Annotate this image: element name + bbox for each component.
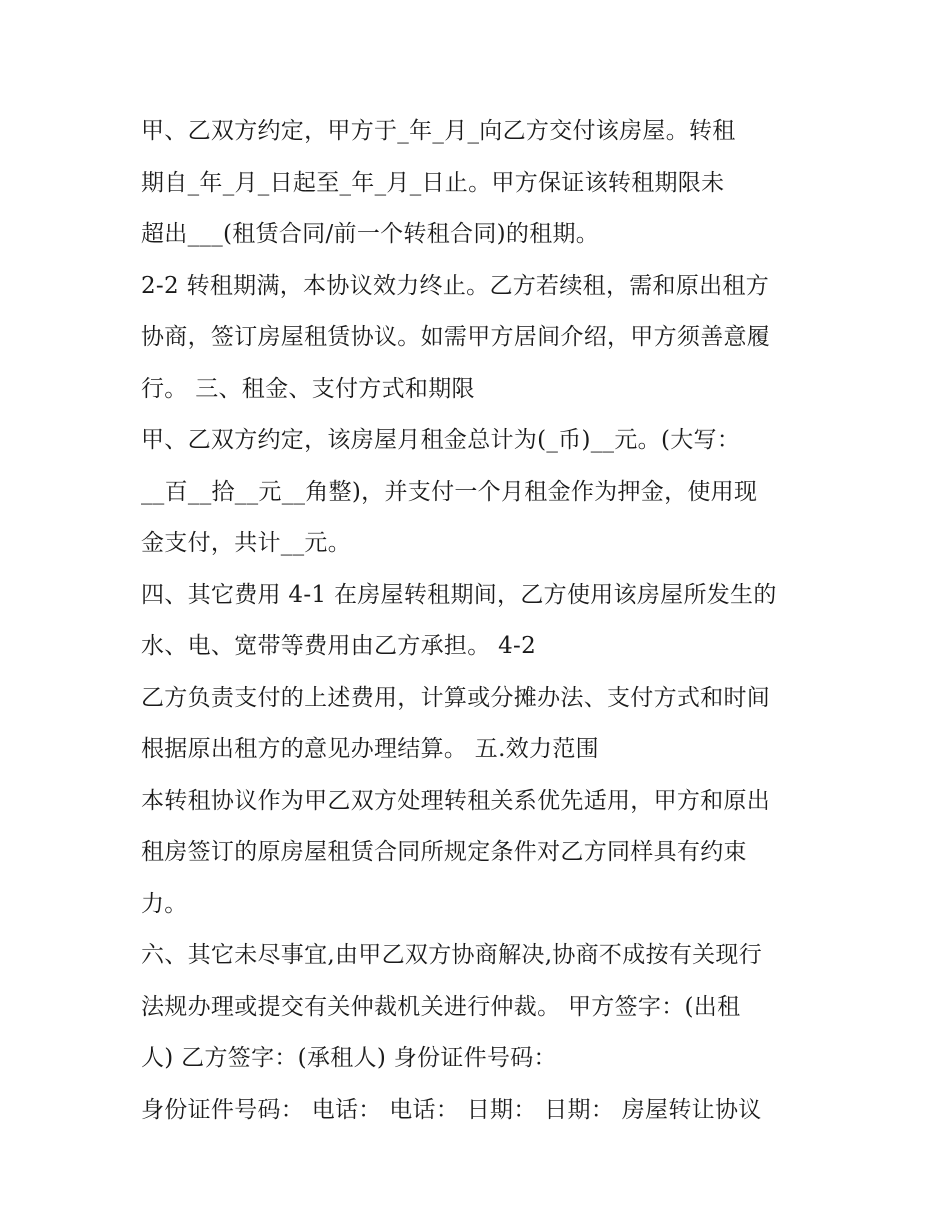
- text-line: 期自_年_月_日起至_年_月_日止。甲方保证该转租期限未: [141, 169, 725, 196]
- text-line: 甲、乙双方约定，该房屋月租金总计为(_币)__元。(大写：: [141, 427, 741, 453]
- text-line: 六、其它未尽事宜,由甲乙双方协商解决,协商不成按有关现行: [141, 942, 763, 968]
- text-line: 甲、乙双方约定，甲方于_年_月_向乙方交付该房屋。转租: [141, 118, 736, 144]
- text-line: 四、其它费用 4-1 在房屋转租期间，乙方使用该房屋所发生的: [141, 581, 777, 608]
- text-line: 身份证件号码： 电话： 电话： 日期： 日期： 房屋转让协议: [141, 1096, 762, 1123]
- text-line: 2-2 转租期满，本协议效力终止。乙方若续租，需和原出租方: [141, 272, 770, 299]
- text-line: 人) 乙方签字：(承租人) 身份证件号码：: [141, 1045, 557, 1071]
- text-line: 水、电、宽带等费用由乙方承担。 4-2: [141, 633, 537, 659]
- text-line: 本转租协议作为甲乙双方处理转租关系优先适用，甲方和原出: [141, 787, 771, 814]
- text-line: 金支付，共计__元。: [141, 530, 351, 556]
- text-line: 力。: [141, 890, 188, 917]
- text-line: 超出___(租赁合同/前一个转租合同)的租期。: [141, 221, 600, 247]
- document-body: [141, 106, 821, 1136]
- text-line: __百__拾__元__角整)，并支付一个月租金作为押金，使用现: [141, 478, 758, 505]
- text-line: 协商，签订房屋租赁协议。如需甲方居间介绍，甲方须善意履: [141, 324, 771, 350]
- text-line: 租房签订的原房屋租赁合同所规定条件对乙方同样具有约束: [141, 839, 747, 865]
- text-line: 法规办理或提交有关仲裁机关进行仲裁。 甲方签字：(出租: [141, 993, 741, 1020]
- text-line: 根据原出租方的意见办理结算。 五.效力范围: [141, 736, 599, 762]
- text-line: 行。 三、租金、支付方式和期限: [141, 375, 475, 402]
- text-line: 乙方负责支付的上述费用，计算或分摊办法、支付方式和时间: [141, 684, 771, 711]
